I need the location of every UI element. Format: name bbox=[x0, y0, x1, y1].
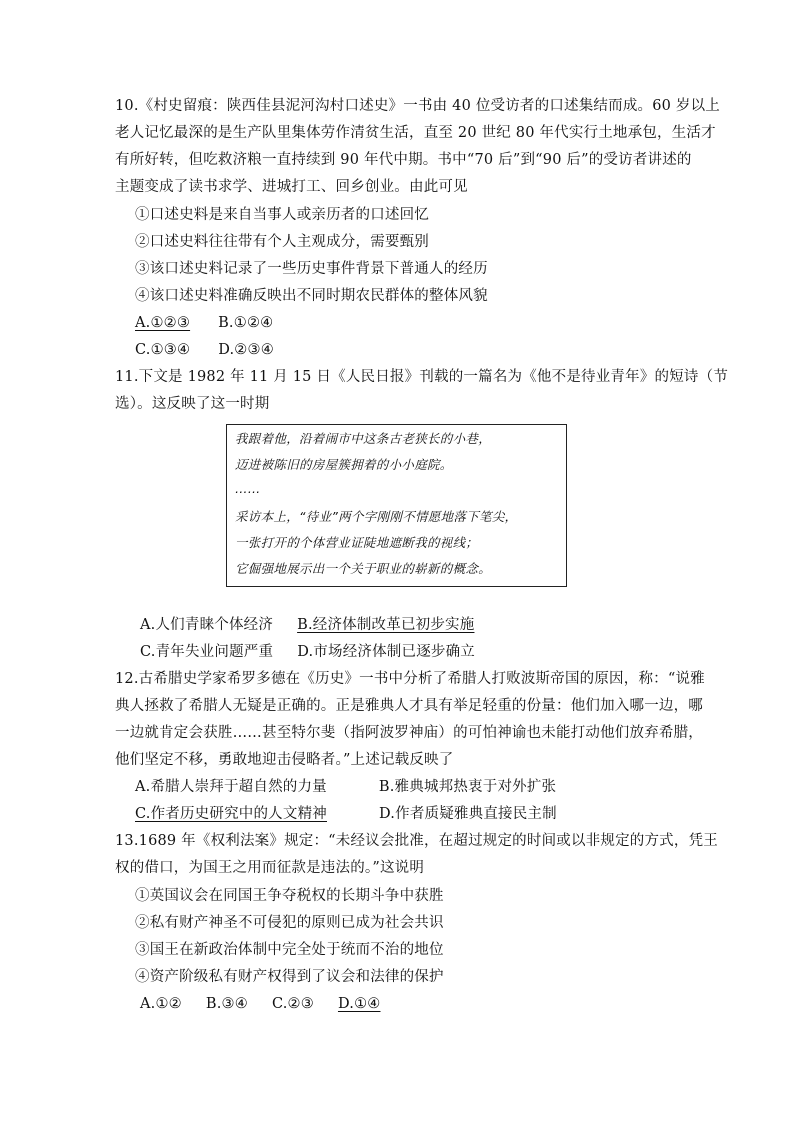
q11-stem-line-2: 选）。这反映了这一时期 bbox=[115, 396, 270, 412]
q10-option-a: A.①②③ bbox=[135, 315, 191, 331]
q10-option-c: C.①③④ bbox=[135, 342, 191, 358]
q12-option-d: D.作者质疑雅典直接民主制 bbox=[379, 806, 557, 822]
q13-option-b: B.③④ bbox=[205, 996, 248, 1012]
q13-option-a: A.①② bbox=[140, 996, 182, 1012]
q11-option-d: D.市场经济体制已逐步确立 bbox=[297, 644, 476, 660]
q10-options-row-1 bbox=[135, 313, 273, 333]
q11-options-row-2 bbox=[140, 642, 475, 662]
q12-option-c: C.作者历史研究中的人文精神 bbox=[135, 806, 327, 822]
q13-item-1: ①英国议会在同国王争夺税权的长期斗争中获胜 bbox=[135, 888, 444, 904]
q13-option-c: C.②③ bbox=[271, 996, 314, 1012]
poem-line-4: 采访本上，“待业”两个字刚刚不情愿地落下笔尖， bbox=[235, 509, 518, 524]
q10-options-row-2 bbox=[135, 340, 274, 360]
q10-stem-line-3: 有所好转，但吃救济粮一直持续到 90 年代中期。书中“70 后”到“90 后”的受访者讲述的 bbox=[115, 152, 692, 168]
q10-stem-line-1: 10.《村史留痕：陕西佳县泥河沟村口述史》一书由 40 位受访者的口述集结而成。60 岁以上 bbox=[115, 98, 720, 114]
q12-stem-line-2: 典人拯救了希腊人无疑是正确的。正是雅典人才具有举足轻重的份量：他们加入哪一边，哪 bbox=[115, 698, 703, 714]
q11-option-c: C.青年失业问题严重 bbox=[140, 644, 274, 660]
poem-line-3: …… bbox=[235, 481, 261, 496]
q13-stem-line-1: 13.1689 年《权利法案》规定：“未经议会批准，在超过规定的时间或以非规定的方式，凭王 bbox=[115, 833, 718, 849]
q10-item-1: ①口述史料是来自当事人或亲历者的口述回忆 bbox=[135, 207, 429, 223]
q10-option-d: D.②③④ bbox=[218, 342, 274, 358]
poem-line-6: 它倔强地展示出一个关于职业的崭新的概念。 bbox=[235, 561, 492, 576]
q12-stem-line-3: 一边就肯定会获胜……甚至特尔斐（指阿波罗神庙）的可怕神谕也未能打动他们放弃希腊， bbox=[115, 725, 703, 741]
poem-line-1: 我跟着他，沿着闹市中这条古老狭长的小巷， bbox=[235, 431, 492, 446]
q12-options-row-1 bbox=[135, 777, 556, 797]
q13-option-d: D.①④ bbox=[337, 996, 381, 1012]
q13-options-row bbox=[140, 994, 381, 1014]
q11-option-a: A.人们青睐个体经济 bbox=[140, 617, 274, 633]
q10-item-2: ②口述史料往往带有个人主观成分，需要甄别 bbox=[135, 234, 429, 250]
q10-item-4: ④该口述史料准确反映出不同时期农民群体的整体风貌 bbox=[135, 288, 488, 304]
q11-stem-line-1: 11.下文是 1982 年 11 月 15 日《人民日报》刊载的一篇名为《他不是待业青年》的短诗（节 bbox=[115, 369, 729, 385]
poem-excerpt-box bbox=[226, 424, 567, 587]
q11-option-b: B.经济体制改革已初步实施 bbox=[297, 617, 475, 633]
poem-line-5: 一张打开的个体营业证陡地遮断我的视线； bbox=[235, 535, 479, 550]
q13-item-3: ③国王在新政治体制中完全处于统而不治的地位 bbox=[135, 942, 444, 958]
q10-item-3: ③该口述史料记录了一些历史事件背景下普通人的经历 bbox=[135, 261, 488, 277]
q13-item-4: ④资产阶级私有财产权得到了议会和法律的保护 bbox=[135, 969, 444, 985]
poem-line-2: 迈进被陈旧的房屋簇拥着的小小庭院。 bbox=[235, 457, 453, 472]
q12-option-b: B.雅典城邦热衷于对外扩张 bbox=[378, 779, 557, 795]
q11-options-row-1 bbox=[140, 615, 474, 635]
q12-options-row-2 bbox=[135, 804, 557, 824]
q10-option-b: B.①②④ bbox=[218, 315, 274, 331]
q10-stem-line-4: 主题变成了读书求学、进城打工、回乡创业。由此可见 bbox=[115, 179, 468, 195]
q13-item-2: ②私有财产神圣不可侵犯的原则已成为社会共识 bbox=[135, 915, 444, 931]
q10-stem-line-2: 老人记忆最深的是生产队里集体劳作清贫生活，直至 20 世纪 80 年代实行土地承包，生活才 bbox=[115, 125, 716, 141]
q12-option-a: A.希腊人崇拜于超自然的力量 bbox=[135, 779, 327, 795]
q12-stem-line-1: 12.古希腊史学家希罗多德在《历史》一书中分析了希腊人打败波斯帝国的原因，称：“说雅 bbox=[115, 671, 705, 687]
q12-stem-line-4: 他们坚定不移，勇敢地迎击侵略者。”上述记载反映了 bbox=[115, 752, 454, 768]
q13-stem-line-2: 权的借口，为国王之用而征款是违法的。”这说明 bbox=[115, 860, 425, 876]
